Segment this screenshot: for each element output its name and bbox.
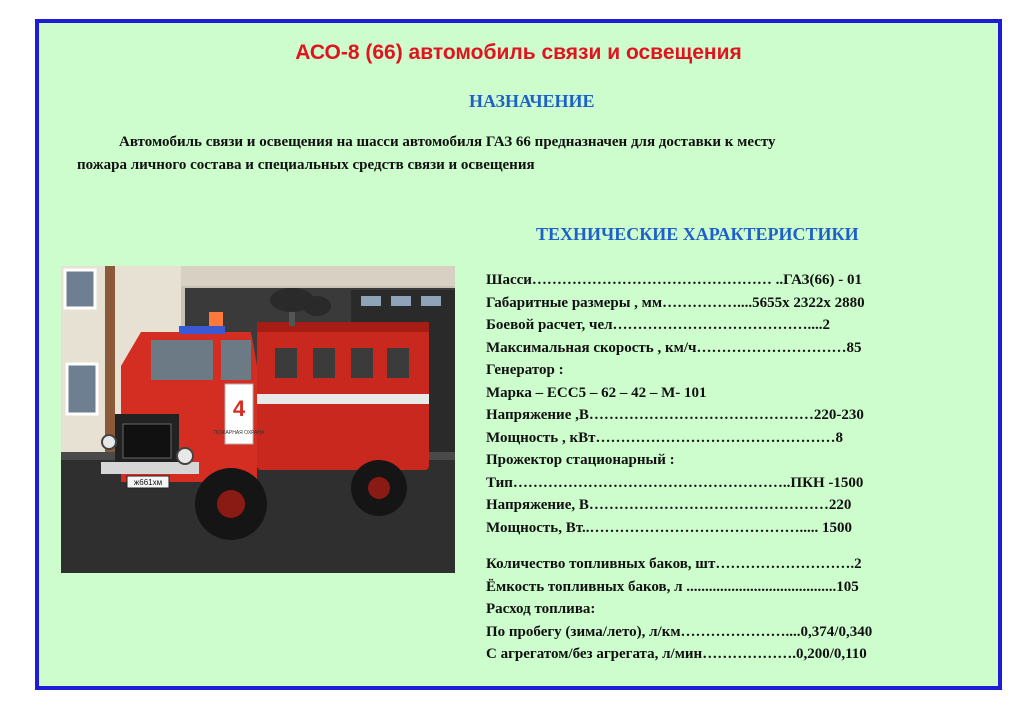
- spec-line: Боевой расчет, чел…………………………………....2: [486, 317, 831, 333]
- spec-line: Расход топлива:: [486, 601, 596, 617]
- page-title: АСО-8 (66) автомобиль связи и освещения: [295, 41, 742, 64]
- spec-line: Максимальная скорость , км/ч…………………………85: [486, 339, 862, 356]
- spec-line: Мощность , кВт…………………………………………8: [486, 429, 843, 446]
- door-number: 4: [232, 396, 246, 421]
- spec-line: Марка – ЕСС5 – 62 – 42 – М- 101: [486, 384, 707, 401]
- specs-heading: ТЕХНИЧЕСКИЕ ХАРАКТЕРИСТИКИ: [536, 224, 859, 244]
- spec-line: Количество топливных баков, шт……………………….2: [486, 556, 862, 572]
- spec-line: Напряжение, В…………………………………………220: [486, 497, 852, 513]
- slide-panel: [35, 19, 1002, 690]
- license-plate: ж661хм: [133, 478, 163, 487]
- specs-list: [486, 269, 872, 666]
- spec-line: Напряжение ,В………………………………………220-230: [486, 407, 864, 423]
- purpose-heading: НАЗНАЧЕНИЕ: [469, 91, 595, 111]
- spec-line: Шасси………………………………………… ..ГАЗ(66) - 01: [486, 272, 862, 288]
- spec-gap: [486, 539, 872, 553]
- door-caption: ПОЖАРНАЯ ОХРАНА: [213, 430, 265, 436]
- spec-line: Мощность, Вт..……………………………………..... 1500: [486, 519, 852, 536]
- spec-line: Тип………………………………………………..ПКН -1500: [486, 474, 864, 491]
- fire-truck-illustration: [61, 266, 455, 573]
- purpose-text: [77, 131, 957, 177]
- spec-line: Габаритные размеры , мм……………....5655х 2322х 2880: [486, 294, 865, 311]
- spec-line: С агрегатом/без агрегата, л/мин……………….0,200/0,110: [486, 646, 867, 662]
- spec-line: Прожектор стационарный :: [486, 452, 675, 468]
- fire-truck-photo: [61, 266, 455, 573]
- purpose-line-1: Автомобиль связи и освещения на шасси автомобиля ГАЗ 66 предназначен для доставки к месту: [119, 134, 776, 150]
- spec-line: Генератор :: [486, 362, 564, 378]
- spec-line: По пробегу (зима/лето), л/км…………………....0,374/0,340: [486, 623, 873, 640]
- purpose-line-2: пожара личного состава и специальных средств связи и освещения: [77, 157, 535, 173]
- spec-line: Ёмкость топливных баков, л ........................................105: [486, 578, 859, 595]
